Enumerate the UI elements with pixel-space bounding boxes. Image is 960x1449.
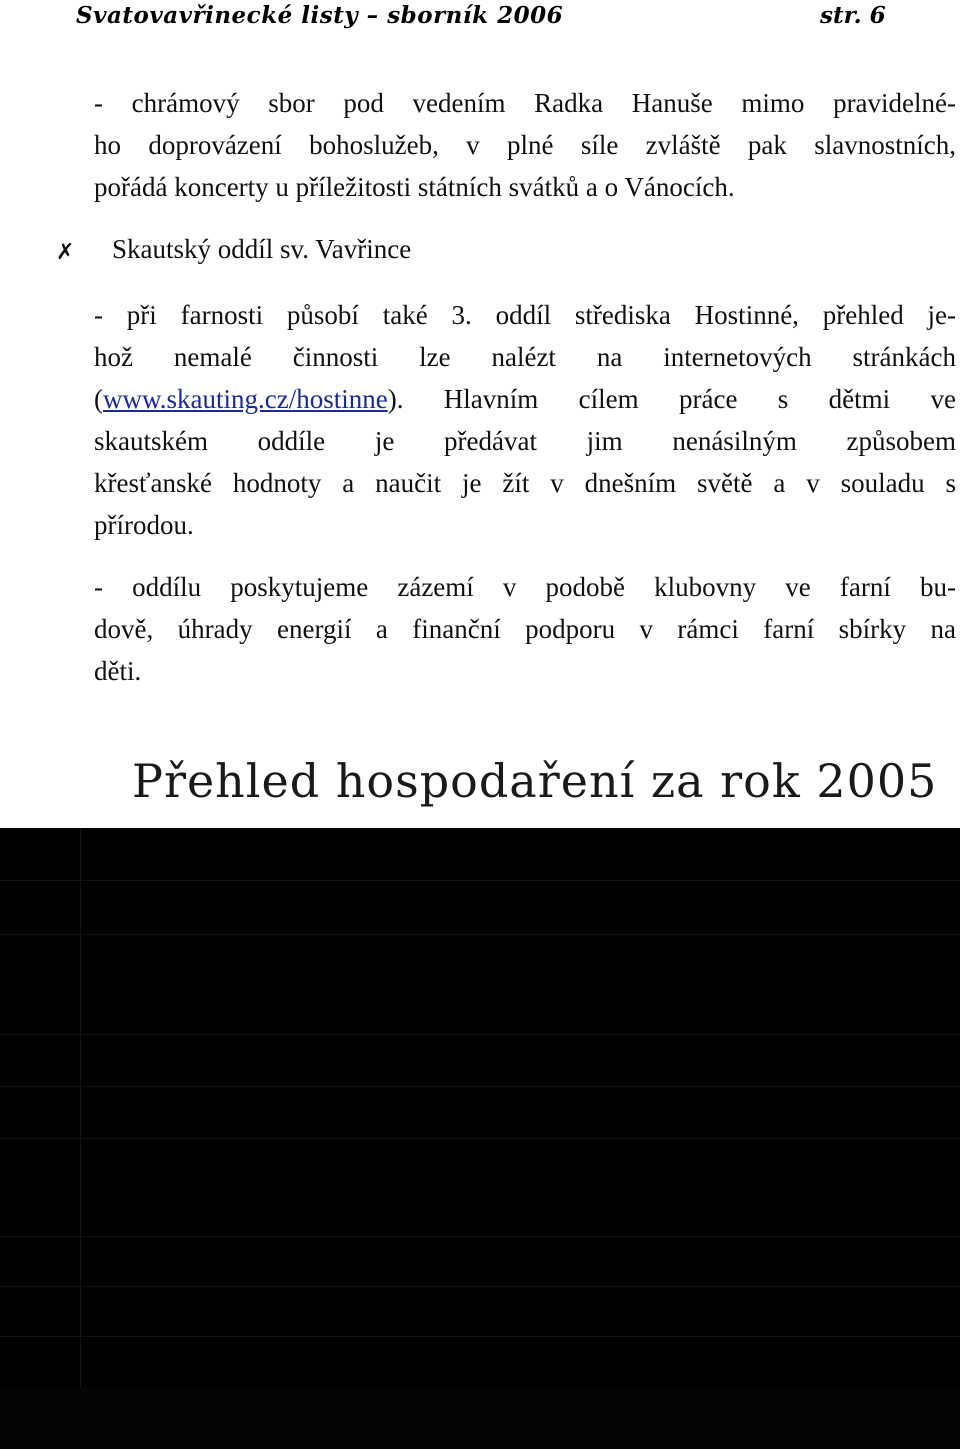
finance-table-redacted (0, 828, 960, 1449)
table-row-divider (0, 1138, 960, 1139)
text-line: - při farnosti působí také 3. oddíl střediska Hostinné, přehled je- (94, 300, 956, 330)
text-line: pořádá koncerty u příležitosti státních svátků a o Vánocích. (94, 172, 735, 202)
text-line: ho doprovázení bohoslužeb, v plné síle zvláště pak slavnostních, (94, 130, 956, 160)
support-paragraph (94, 566, 956, 692)
table-row-divider (0, 880, 960, 881)
table-row-divider (0, 934, 960, 935)
text-line: dově, úhrady energií a finanční podporu v rámci farní sbírky na (94, 614, 956, 644)
text-line: - oddílu poskytujeme zázemí v podobě klubovny ve farní bu- (94, 572, 956, 602)
publication-title: Svatovavřinecké listy – sborník 2006 (76, 2, 564, 29)
table-row-divider (0, 1034, 960, 1035)
paren-open: ( (94, 384, 103, 414)
table-row-divider (0, 1236, 960, 1237)
table-row-divider (0, 1336, 960, 1337)
page-number: str. 6 (820, 2, 886, 29)
table-footer (0, 1388, 960, 1449)
table-row-divider (0, 1286, 960, 1287)
scouts-paragraph (94, 294, 956, 546)
scouting-link[interactable]: www.skauting.cz/hostinne (103, 384, 388, 414)
text-line-with-link (94, 378, 956, 420)
table-column-divider (80, 828, 81, 1388)
text-line: přírodou. (94, 510, 194, 540)
text-line: skautském oddíle je předávat jim nenásilným způsobem (94, 426, 956, 456)
text-line: - chrámový sbor pod vedením Radka Hanuše mimo pravidelné- (94, 88, 956, 118)
text-line: hož nemalé činnosti lze nalézt na internetových stránkách (94, 342, 956, 372)
text-line: křesťanské hodnoty a naučit je žít v dnešním světě a v souladu s (94, 468, 956, 498)
cross-mark-icon: ✗ (56, 240, 75, 265)
text-line: děti. (94, 656, 142, 686)
text-segment: ). Hlavním cílem práce s dětmi ve (387, 384, 956, 414)
page-header (0, 0, 960, 40)
choir-paragraph (94, 82, 956, 208)
scouts-heading: Skautský oddíl sv. Vavřince (112, 234, 412, 264)
finance-section-title: Přehled hospodaření za rok 2005 (132, 754, 938, 808)
table-row-divider (0, 1086, 960, 1087)
